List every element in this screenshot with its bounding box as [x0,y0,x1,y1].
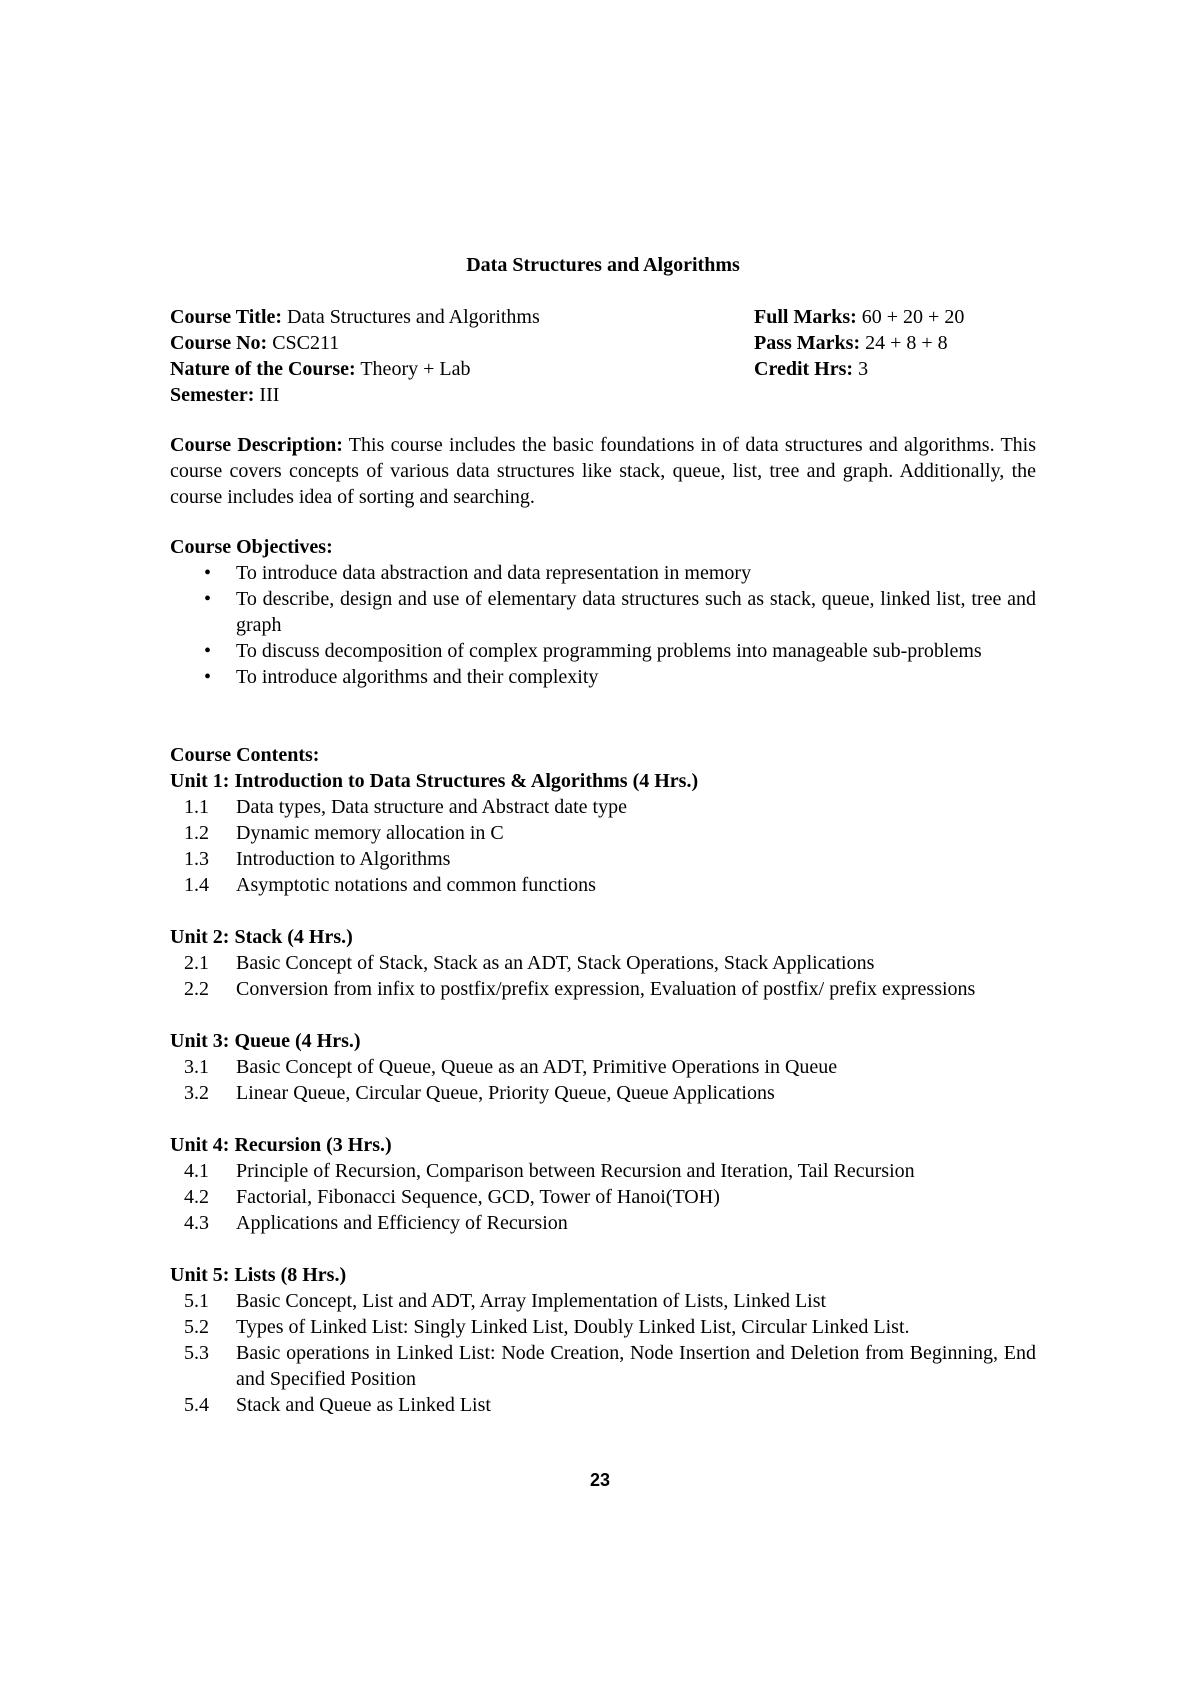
unit-item-number: 5.2 [184,1316,209,1338]
unit-item [170,976,1036,1002]
unit-item-text: Types of Linked List: Singly Linked List, Doubly Linked List, Circular Linked List. [236,1316,910,1338]
unit-section [170,1028,1036,1106]
objective-item [170,560,1036,586]
unit-item-number: 3.2 [184,1082,209,1104]
unit-item [170,1080,1036,1106]
course-meta [170,304,1036,408]
meta-row-1 [170,304,1036,330]
course-title-value: Data Structures and Algorithms [287,306,540,328]
course-contents-heading: Course Contents: [170,744,320,766]
unit-item-text: Basic operations in Linked List: Node Creation, Node Insertion and Deletion from Beginning, End and Specified Position [236,1342,1036,1390]
objective-item [170,586,1036,638]
unit-heading: Unit 2: Stack (4 Hrs.) [170,926,353,948]
unit-item [170,846,1036,872]
unit-item-number: 3.1 [184,1056,209,1078]
objective-text: To introduce data abstraction and data representation in memory [236,562,752,584]
unit-section [170,924,1036,1002]
objective-text: To describe, design and use of elementary data structures such as stack, queue, linked list, tree and graph [236,588,1036,636]
unit-item [170,1158,1036,1184]
unit-section [170,768,1036,898]
unit-item-text: Stack and Queue as Linked List [236,1394,491,1416]
unit-item [170,1184,1036,1210]
unit-item-text: Basic Concept, List and ADT, Array Implementation of Lists, Linked List [236,1290,827,1312]
unit-item [170,1340,1036,1392]
unit-item [170,950,1036,976]
course-objectives-heading: Course Objectives: [170,536,333,558]
unit-item-text: Asymptotic notations and common functions [236,874,596,896]
bullet-icon: • [204,666,212,688]
course-description-text: This course includes the basic foundations in of data structures and algorithms. This course covers concepts of various data structures like stack, queue, list, tree and graph. Additionally, the course includes idea of sorting and searching. [170,434,1037,508]
unit-item-text: Conversion from infix to postfix/prefix expression, Evaluation of postfix/ prefix expressions [236,978,976,1000]
unit-item-text: Dynamic memory allocation in C [236,822,504,844]
unit-item [170,1054,1036,1080]
credit-hrs-value: 3 [858,358,869,380]
unit-item [170,1210,1036,1236]
course-no-label: Course No: [170,332,268,354]
nature-value: Theory + Lab [360,358,471,380]
page-number: 23 [589,1470,611,1490]
bullet-icon: • [204,588,212,610]
unit-item-text: Principle of Recursion, Comparison between Recursion and Iteration, Tail Recursion [236,1160,915,1182]
objective-item [170,664,1036,690]
document-title: Data Structures and Algorithms [466,254,740,276]
unit-item-text: Linear Queue, Circular Queue, Priority Queue, Queue Applications [236,1082,775,1104]
meta-row-3 [170,356,1036,382]
unit-item-number: 1.4 [184,874,209,896]
unit-item-number: 2.1 [184,952,209,974]
unit-item-number: 2.2 [184,978,209,1000]
unit-item-text: Applications and Efficiency of Recursion [236,1212,568,1234]
unit-section [170,1132,1036,1236]
unit-heading: Unit 5: Lists (8 Hrs.) [170,1264,347,1286]
course-description-label: Course Description: [170,434,343,456]
objective-text: To introduce algorithms and their complexity [236,666,599,688]
course-no-value: CSC211 [272,332,340,354]
unit-item-number: 5.3 [184,1342,209,1364]
credit-hrs-label: Credit Hrs: [754,358,854,380]
unit-item-text: Data types, Data structure and Abstract date type [236,796,627,818]
unit-item-number: 4.2 [184,1186,209,1208]
unit-item [170,1288,1036,1314]
bullet-icon: • [204,562,212,584]
unit-item-number: 5.1 [184,1290,209,1312]
pass-marks-label: Pass Marks: [754,332,861,354]
unit-item-number: 4.1 [184,1160,209,1182]
unit-item-number: 1.3 [184,848,209,870]
nature-label: Nature of the Course: [170,358,356,380]
bullet-icon: • [204,640,212,662]
unit-item-text: Introduction to Algorithms [236,848,451,870]
unit-heading: Unit 4: Recursion (3 Hrs.) [170,1134,392,1156]
unit-item-number: 4.3 [184,1212,209,1234]
meta-row-2 [170,330,1036,356]
course-objectives-list [170,560,1036,690]
unit-item [170,1392,1036,1418]
objective-item [170,638,1036,664]
meta-row-4 [170,382,1036,408]
objective-text: To discuss decomposition of complex programming problems into manageable sub-problems [236,640,982,662]
unit-item-text: Factorial, Fibonacci Sequence, GCD, Tower of Hanoi(TOH) [236,1186,720,1208]
unit-section [170,1262,1036,1418]
unit-item-number: 1.2 [184,822,209,844]
unit-item [170,872,1036,898]
unit-item-text: Basic Concept of Stack, Stack as an ADT, Stack Operations, Stack Applications [236,952,875,974]
unit-heading: Unit 1: Introduction to Data Structures & Algorithms (4 Hrs.) [170,770,699,792]
pass-marks-value: 24 + 8 + 8 [865,332,948,354]
full-marks-label: Full Marks: [754,306,857,328]
unit-item-number: 5.4 [184,1394,209,1416]
semester-label: Semester: [170,384,255,406]
unit-heading: Unit 3: Queue (4 Hrs.) [170,1030,361,1052]
full-marks-value: 60 + 20 + 20 [861,306,965,328]
unit-item [170,794,1036,820]
course-contents [170,742,1036,1444]
course-description [170,432,1036,510]
unit-item [170,820,1036,846]
unit-item-number: 1.1 [184,796,209,818]
semester-value: III [259,384,280,406]
unit-item [170,1314,1036,1340]
course-title-label: Course Title: [170,306,283,328]
unit-item-text: Basic Concept of Queue, Queue as an ADT, Primitive Operations in Queue [236,1056,838,1078]
